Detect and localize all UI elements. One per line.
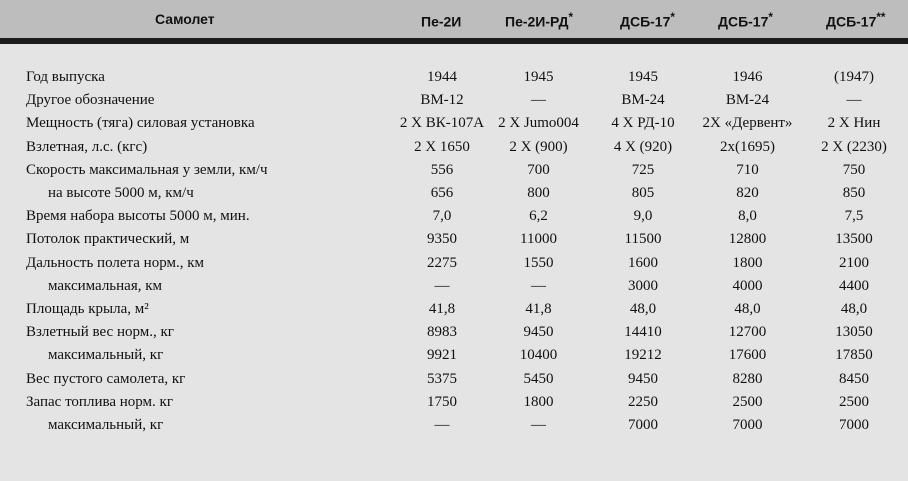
header-col-2: Пе-2И-РД* xyxy=(505,11,573,30)
table-row xyxy=(0,252,908,275)
row-value: — xyxy=(531,277,546,294)
row-value: 6,2 xyxy=(529,208,548,225)
row-value: 2 X ВК-107А xyxy=(399,115,485,132)
row-value: 13050 xyxy=(835,324,873,341)
row-value: ВМ-24 xyxy=(621,92,665,109)
row-value: 805 xyxy=(631,185,655,202)
row-value: 850 xyxy=(842,185,866,202)
row-value: 2100 xyxy=(839,254,869,271)
table-row xyxy=(0,182,908,205)
row-label: Год выпуска xyxy=(26,69,105,86)
table-row xyxy=(0,112,908,135)
row-value: 7,5 xyxy=(844,208,864,225)
row-value: 5450 xyxy=(523,370,554,387)
row-value: 1945 xyxy=(523,69,554,86)
row-value: 19212 xyxy=(624,347,662,364)
row-value: 48,0 xyxy=(734,300,761,317)
row-value: 13500 xyxy=(835,231,873,248)
row-value: 7000 xyxy=(628,416,658,433)
table-row xyxy=(0,298,908,321)
row-value: 9450 xyxy=(523,324,554,341)
row-value: 11000 xyxy=(520,231,557,248)
row-value: — xyxy=(846,92,862,109)
row-label: Мещность (тяга) силовая установка xyxy=(26,115,255,132)
row-value: 9450 xyxy=(628,370,658,387)
header-label-aircraft: Самолет xyxy=(155,11,215,27)
header-col-1: Пе-2И xyxy=(421,13,462,30)
row-value: 2275 xyxy=(427,254,457,271)
row-label: максимальный, кг xyxy=(48,347,164,364)
table-row xyxy=(0,275,908,298)
header-col-4: ДСБ-17* xyxy=(718,11,773,30)
row-value: (1947) xyxy=(834,69,874,86)
row-label: Площадь крыла, м² xyxy=(26,300,149,317)
row-value: 1750 xyxy=(427,393,457,410)
row-value: 800 xyxy=(527,185,550,202)
table-row xyxy=(0,367,908,390)
row-value: 1600 xyxy=(628,254,658,271)
row-value: 1946 xyxy=(732,69,763,86)
row-value: 8450 xyxy=(839,370,869,387)
row-label: максимальная, км xyxy=(48,277,163,294)
row-label: Дальность полета норм., км xyxy=(26,254,204,271)
row-value: 556 xyxy=(430,161,454,178)
table-row xyxy=(0,159,908,182)
table-header xyxy=(0,0,908,44)
row-value: 7,0 xyxy=(432,208,452,225)
row-value: 2x(1695) xyxy=(720,138,775,155)
row-value: 8,0 xyxy=(738,208,757,225)
row-value: 1945 xyxy=(628,69,658,86)
row-value: 2X «Дервент» xyxy=(702,115,793,132)
row-label: Скорость максимальная у земли, км/ч xyxy=(26,161,268,178)
row-value: 1800 xyxy=(523,393,554,410)
row-value: 1550 xyxy=(523,254,554,271)
table-row xyxy=(0,391,908,414)
row-value: 2 X (900) xyxy=(509,138,568,155)
row-value: 8983 xyxy=(427,324,457,341)
row-value: 11500 xyxy=(624,231,662,248)
row-value: 4 X (920) xyxy=(613,138,673,155)
table-row xyxy=(0,205,908,228)
row-label: Потолок практический, м xyxy=(26,231,190,248)
table-row xyxy=(0,228,908,251)
row-value: 41,8 xyxy=(428,300,456,317)
row-label: Запас топлива норм. кг xyxy=(26,393,173,410)
row-value: 17600 xyxy=(728,347,767,364)
row-value: 4000 xyxy=(732,277,763,294)
row-value: 4400 xyxy=(839,277,869,294)
row-value: 17850 xyxy=(835,347,873,364)
row-value: 12700 xyxy=(728,324,767,341)
row-value: 5375 xyxy=(427,370,457,387)
table-row xyxy=(0,414,908,437)
row-value: 710 xyxy=(736,161,759,178)
row-value: ВМ-12 xyxy=(420,92,464,109)
row-value: 12800 xyxy=(728,231,767,248)
row-value: 2 X (2230) xyxy=(821,138,887,155)
row-label: максимальный, кг xyxy=(48,416,164,433)
row-value: — xyxy=(434,416,450,433)
row-value: 9350 xyxy=(427,231,457,248)
row-value: 48,0 xyxy=(840,300,868,317)
row-label: Взлетный вес норм., кг xyxy=(26,324,174,341)
table-row xyxy=(0,321,908,344)
row-value: 725 xyxy=(631,161,655,178)
row-value: 2 X 1650 xyxy=(414,138,470,155)
row-value: 7000 xyxy=(839,416,869,433)
row-value: 2500 xyxy=(839,393,869,410)
row-value: 2 X Jumo004 xyxy=(498,115,579,132)
row-value: 2500 xyxy=(732,393,763,410)
row-value: ВМ-24 xyxy=(725,92,770,109)
row-value: 656 xyxy=(430,185,454,202)
row-value: 9,0 xyxy=(633,208,653,225)
row-value: 3000 xyxy=(628,277,658,294)
row-label: Другое обозначение xyxy=(26,92,155,109)
row-value: — xyxy=(434,277,450,294)
table-row xyxy=(0,89,908,112)
table-row xyxy=(0,66,908,89)
header-col-5: ДСБ-17** xyxy=(826,11,886,30)
table-row xyxy=(0,136,908,159)
row-value: — xyxy=(531,416,546,433)
row-value: 41,8 xyxy=(525,300,552,317)
row-value: 2 X Нин xyxy=(827,115,881,132)
row-value: 7000 xyxy=(732,416,763,433)
row-label: Время набора высоты 5000 м, мин. xyxy=(26,208,250,225)
row-value: 48,0 xyxy=(629,300,657,317)
table-row xyxy=(0,344,908,367)
row-value: 700 xyxy=(527,161,550,178)
row-value: 1944 xyxy=(427,69,457,86)
row-label: на высоте 5000 м, км/ч xyxy=(48,185,194,202)
row-value: 2250 xyxy=(628,393,658,410)
row-value: 820 xyxy=(736,185,759,202)
row-value: 9921 xyxy=(427,347,457,364)
header-col-3: ДСБ-17* xyxy=(620,11,675,30)
row-value: — xyxy=(531,92,546,109)
row-value: 8280 xyxy=(732,370,763,387)
row-label: Вес пустого самолета, кг xyxy=(26,370,186,387)
row-value: 4 X РД-10 xyxy=(611,115,675,132)
row-value: 14410 xyxy=(624,324,662,341)
row-value: 1800 xyxy=(732,254,763,271)
row-value: 10400 xyxy=(519,347,558,364)
row-label: Взлетная, л.с. (кгс) xyxy=(26,138,148,155)
row-value: 750 xyxy=(842,161,866,178)
specs-table xyxy=(0,66,908,437)
